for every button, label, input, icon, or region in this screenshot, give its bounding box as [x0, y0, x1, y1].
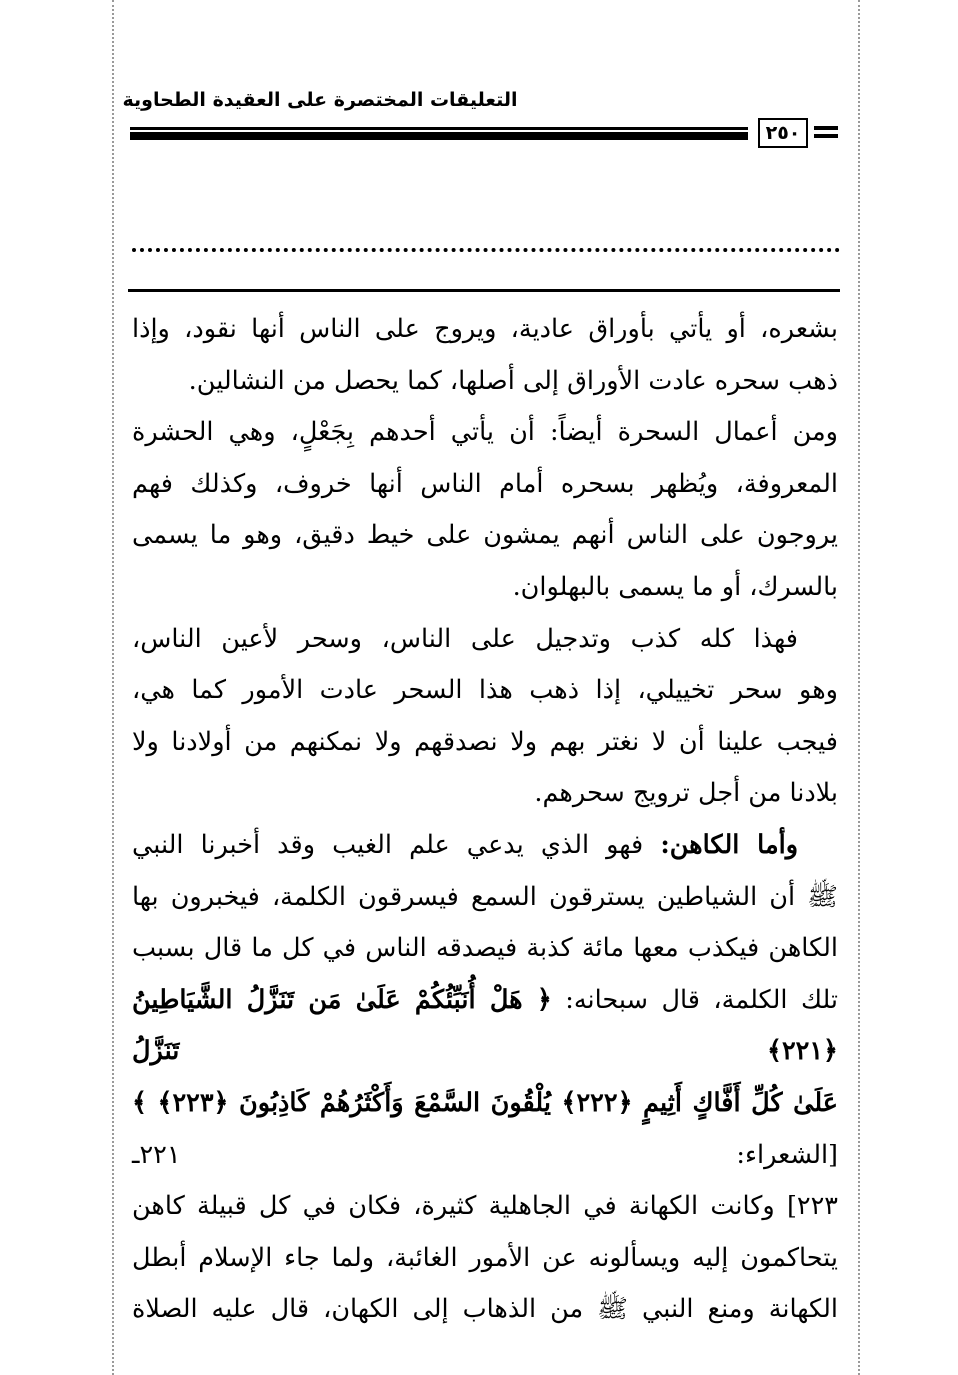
body-line — [132, 1078, 838, 1181]
body-line: ﷺ أن الشياطين يسترقون السمع فيسرقون الكلمة، فيخبرون بها — [132, 881, 838, 912]
scan-edge-right — [858, 0, 860, 1375]
body-line: الكاهن فيكذب معها مائة كذبة فيصدقه الناس في كل ما قال بسبب — [132, 933, 838, 964]
body-line: بشعره، أو يأتي بأوراق عادية، ويروج على الناس أنها نقود، وإذا — [132, 314, 838, 344]
body-line: ٢٢٣] وكانت الكهانة في الجاهلية كثيرة، فكان في كل قبيلة كاهن — [132, 1191, 838, 1222]
header-rule — [130, 127, 748, 140]
body-line: ذهب سحره عادت الأوراق إلى أصلها، كما يحصل من النشالين. — [188, 365, 838, 396]
verse-citation: [الشعراء: ٢٢١ـ — [132, 1139, 838, 1170]
term-lead: وأما الكاهن: — [660, 829, 799, 860]
quran-verse: ﴿ هَلْ أُنَبِّئُكُمْ عَلَىٰ مَن تَنَزَّلُ الشَّيَاطِينُ ﴿٢٢١﴾ تَنَزَّلُ — [132, 984, 838, 1067]
body-line: الكهانة ومنع النبي ﷺ من الذهاب إلى الكهان، قال عليه الصلاة — [132, 1294, 838, 1325]
running-title: التعليقات المختصرة على العقيدة الطحاوية — [122, 89, 518, 111]
header-rule-stub-bottom — [814, 134, 838, 138]
body-line: فهذا كله كذب وتدجيل على الناس، وسحر لأعين الناس، — [132, 623, 798, 654]
body-text-span: فهو الذي يدعي علم الغيب وقد أخبرنا النبي — [132, 829, 661, 860]
page-number: ٢٥٠ — [758, 118, 808, 148]
body-line: وهو سحر تخييلي، إذا ذهب هذا السحر عادت الأمور كما هي، — [132, 675, 838, 706]
scan-edge-left — [112, 0, 114, 1375]
body-line: المعروفة، ويُظهر بسحره أمام الناس أنها خروف، وكذلك فهم — [132, 468, 838, 499]
body-line — [132, 820, 838, 872]
body-line — [132, 975, 838, 1078]
header-rule-stub-top — [814, 126, 838, 130]
body-line: فيجب علينا أن لا نغتر بهم ولا نصدقهم ولا نمكنهم من أولادنا ولا — [132, 726, 838, 757]
body-text-span: تلك الكلمة، قال سبحانه: — [551, 984, 838, 1015]
body-line: يتحاكمون إليه ويسألونه عن الأمور الغائبة، ولما جاء الإسلام أبطل — [132, 1242, 838, 1273]
body-line: يروجون على الناس أنهم يمشون على خيط دقيق، وهو ما يسمى — [132, 520, 838, 551]
dotted-separator — [132, 248, 840, 252]
body-line: ومن أعمال السحرة أيضاً: أن يأتي أحدهم بِجَعْلٍ، وهي الحشرة — [132, 417, 838, 448]
body-line: بلادنا من أجل ترويج سحرهم. — [534, 778, 838, 809]
section-rule — [128, 289, 840, 292]
quran-verse: عَلَىٰ كُلِّ أَفَّاكٍ أَثِيمٍ ﴿٢٢٢﴾ يُلْقُونَ السَّمْعَ وَأَكْثَرُهُمْ كَاذِبُونَ ﴿٢٢٣﴾ ﴾ — [132, 1087, 839, 1118]
body-text — [132, 304, 838, 1336]
body-line: بالسرك، أو ما يسمى بالبهلوان. — [512, 571, 838, 602]
